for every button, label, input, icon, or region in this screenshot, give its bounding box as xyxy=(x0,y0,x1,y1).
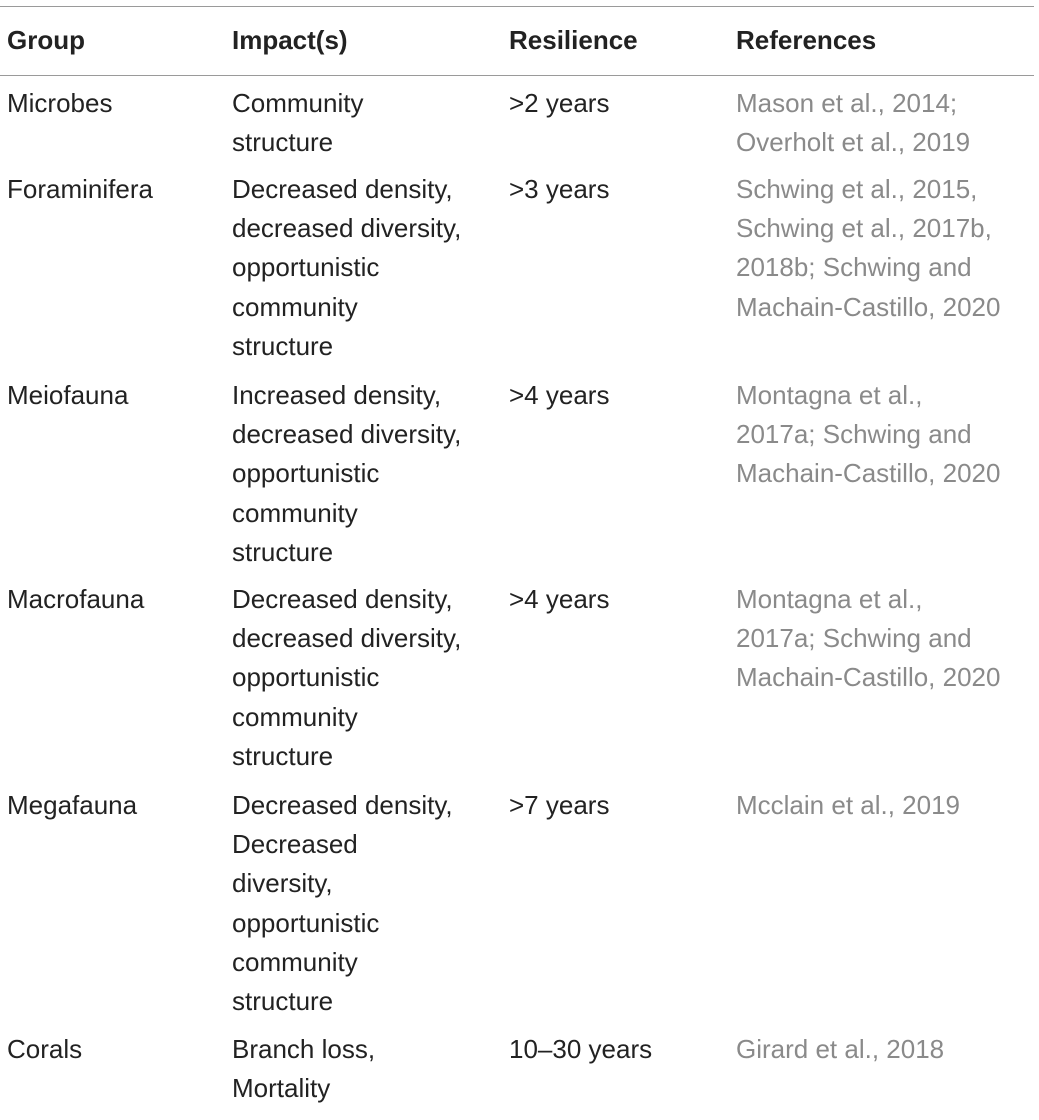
table-body xyxy=(0,76,1039,1120)
cell-impacts: Decreased density, Decreased diversity, opportunistic community structure xyxy=(232,790,453,1017)
table-row xyxy=(0,1030,1039,1120)
cell-impacts: Branch loss, Mortality xyxy=(232,1034,376,1104)
cell-resilience: >4 years xyxy=(509,380,610,410)
cell-resilience: >3 years xyxy=(509,174,610,204)
cell-references-link[interactable]: Montagna et al., 2017a; Schwing and Machain-Castillo, 2020 xyxy=(736,380,1001,489)
cell-impacts: Community structure xyxy=(232,88,364,158)
table-row xyxy=(0,376,1039,580)
table-row xyxy=(0,580,1039,786)
cell-impacts: Increased density, decreased diversity, opportunistic community structure xyxy=(232,380,462,567)
cell-resilience: 10–30 years xyxy=(509,1034,653,1064)
header-resilience: Resilience xyxy=(509,25,638,56)
header-references: References xyxy=(736,25,877,56)
cell-group: Macrofauna xyxy=(7,584,145,614)
cell-group: Foraminifera xyxy=(7,174,153,204)
cell-references-link[interactable]: Mcclain et al., 2019 xyxy=(736,790,961,820)
table-header-row xyxy=(0,7,1039,75)
cell-impacts: Decreased density, decreased diversity, opportunistic community structure xyxy=(232,174,462,361)
table-row xyxy=(0,84,1039,170)
cell-resilience: >7 years xyxy=(509,790,610,820)
cell-group: Microbes xyxy=(7,88,113,118)
cell-references-link[interactable]: Montagna et al., 2017a; Schwing and Machain-Castillo, 2020 xyxy=(736,584,1001,693)
cell-group: Megafauna xyxy=(7,790,138,820)
table-row xyxy=(0,786,1039,1030)
data-table xyxy=(0,6,1039,1120)
header-impacts: Impact(s) xyxy=(232,25,348,56)
cell-references-link[interactable]: Schwing et al., 2015, Schwing et al., 2017b, 2018b; Schwing and Machain-Castillo, 2020 xyxy=(736,174,1001,322)
cell-impacts: Decreased density, decreased diversity, opportunistic community structure xyxy=(232,584,462,771)
cell-group: Meiofauna xyxy=(7,380,129,410)
cell-resilience: >2 years xyxy=(509,88,610,118)
cell-resilience: >4 years xyxy=(509,584,610,614)
cell-references-link[interactable]: Mason et al., 2014; Overholt et al., 2019 xyxy=(736,88,971,158)
cell-references-link[interactable]: Girard et al., 2018 xyxy=(736,1034,945,1064)
cell-group: Corals xyxy=(7,1034,83,1064)
header-group: Group xyxy=(7,25,85,56)
table-row xyxy=(0,170,1039,376)
